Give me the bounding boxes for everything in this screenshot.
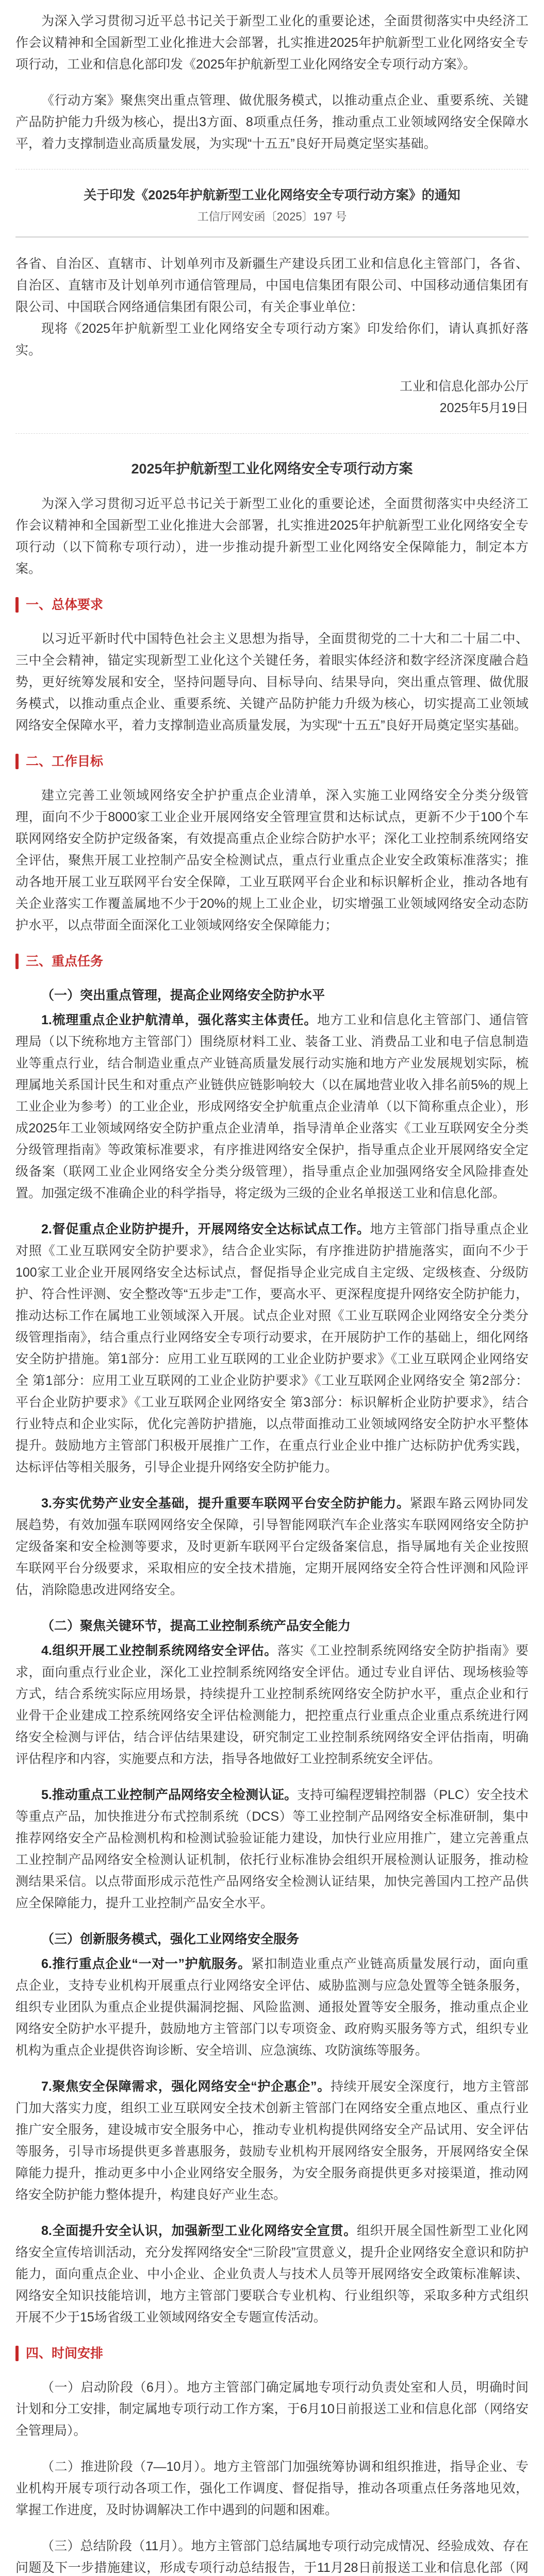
task-head: 5.推动重点工业控制产品网络安全检测认证。 — [41, 1788, 298, 1802]
task-head: 8.全面提升安全认识，加强新型工业化网络安全宣贯。 — [41, 2224, 357, 2238]
notice-title: 关于印发《2025年护航新型工业化网络安全专项行动方案》的通知 — [84, 188, 460, 202]
plan-title: 2025年护航新型工业化网络安全专项行动方案 — [131, 461, 413, 477]
section-title: 二、工作目标 — [26, 754, 104, 769]
task-head: 1.梳理重点企业护航清单，强化落实主体责任。 — [41, 1013, 317, 1027]
task-body: 紧跟车路云网协同发展趋势，有效加强车联网网络安全保障，引导智能网联汽车企业落实车联网网络安全防护定级备案和安全检测等要求，及时更新车联网平台定级备案信息，指导属地有关企业按照车联网平台分级要求，采取相应的安全技术措施，定期开展网络安全符合性评测和风险评估，消除隐患改进网络安全。 — [15, 1496, 529, 1597]
divider — [15, 169, 529, 170]
time-paragraph: （二）推进阶段（7—10月）。地方主管部门加强统筹协调和组织推进，指导企业、专业机构开展专项行动各项工作，强化工作调度、督促指导，推动各项重点任务落地见效，掌握工作进度，及时协调解决工作中遇到的问题和困难。 — [15, 2460, 529, 2517]
task-body: 落实《工业控制系统网络安全防护指南》要求，面向重点行业企业，深化工业控制系统网络安全评估。通过专业自评估、现场核验等方式，结合系统实际应用场景，持续提升工业控制系统网络安全防护水平，重点企业和行业骨干企业建成工控系统网络安全评估检测能力，把控重点行业重点企业重点系统进行网络安全检测与评估，结合评估结果建设，研究制定工业控制系统网络安全评估指南，明确评估程序和内容，实施要点和方法，指导各地做好工业控制系统安全评估。 — [15, 1643, 529, 1766]
task-head: 3.夯实优势产业安全基础，提升重要车联网平台安全防护能力。 — [41, 1496, 410, 1511]
task-paragraph — [15, 1953, 529, 2061]
task-paragraph — [15, 1640, 529, 1770]
notice-addressee: 各省、自治区、直辖市、计划单列市及新疆生产建设兵团工业和信息化主管部门，各省、自治区、直辖市及计划单列市通信管理局，中国电信集团有限公司、中国移动通信集团有限公司、中国联合网络通信集团有限公司，有关企事业单位： — [15, 257, 529, 314]
task-body: 持续开展安全深度行，地方主管部门加大落实力度，组织工业互联网安全技术创新主管部门在网络安全重点地区、重点行业推广安全服务，建设城市安全服务中心，推动专业机构提供网络安全产品试用、安全评估等服务，引导市场提供更多普惠服务，鼓励专业机构开展网络安全服务，开展网络安全保障能力提升，推动更多中小企业网络安全服务，为安全服务商提供更多对接渠道，推动网络安全防护能力整体提升，构建良好产业生态。 — [15, 2079, 529, 2202]
notice-number: 工信厅网安函〔2025〕197 号 — [197, 210, 347, 223]
task-head: 6.推行重点企业“一对一”护航服务。 — [41, 1957, 251, 1971]
section-marker-icon — [15, 954, 19, 969]
time-paragraph: （一）启动阶段（6月）。地方主管部门确定属地专项行动负责处室和人员，明确时间计划和分工安排，制定属地专项行动工作方案，于6月10日前报送工业和信息化部（网络安全管理局）。 — [15, 2380, 529, 2438]
divider — [15, 433, 529, 434]
section-title: 三、重点任务 — [26, 954, 104, 969]
notice-issuer: 工业和信息化部办公厅 — [399, 379, 529, 394]
task-body: 组织开展全国性新型工业化网络安全宣传培训活动，充分发挥网络安全“三阶段”宣贯意义，提升企业网络安全意识和防护能力，面向重点企业、中小企业、企业负责人与技术人员等开展网络安全政策标准解读、网络安全知识技能培训，地方主管部门要联合专业机构、行业组织等，采取多种方式组织开展不少于15场省级工业领域网络安全专题宣传活动。 — [15, 2224, 529, 2325]
notice-body: 现将《2025年护航新型工业化网络安全专项行动方案》印发给你们，请认真抓好落实。 — [15, 321, 529, 358]
task-paragraph — [15, 2220, 529, 2328]
plan-intro: 为深入学习贯彻习近平总书记关于新型工业化的重要论述，全面贯彻落实中央经济工作会议精神和全国新型工业化推进大会部署，扎实推进2025年护航新型工业化网络安全专项行动（以下简称专项行动），进一步推动提升新型工业化网络安全保障能力，制定本方案。 — [15, 497, 529, 576]
divider — [15, 236, 529, 238]
task-body: 支持可编程逻辑控制器（PLC）安全技术等重点产品，加快推进分布式控制系统（DCS）等工业控制产品网络安全标准研制，集中推荐网络安全产品检测机构和检测试验验证能力建设，加快行业应用推广，建立完善重点工业控制产品网络安全检测认证机制，依托行业标准协会组织开展检测认证服务，推动检测结果采信。以点带面形成示范性产品网络安全检测认证结果，加快完善国内工控产品供应全保障能力，提升工业控制产品安全水平。 — [15, 1788, 529, 1910]
section-title: 一、总体要求 — [26, 598, 104, 612]
task-paragraph — [15, 1218, 529, 1478]
section-heading — [15, 951, 529, 972]
subsection-title: （一）突出重点管理，提高企业网络安全防护水平 — [41, 988, 325, 1003]
task-head: 7.聚焦安全保障需求，强化网络安全“护企惠企”。 — [41, 2079, 331, 2094]
time-paragraph: （三）总结阶段（11月）。地方主管部门总结属地专项行动完成情况、经验成效、存在问题及下一步措施建议，形成专项行动总结报告，于11月28日前报送工业和信息化部（网 — [15, 2539, 529, 2575]
task-head: 2.督促重点企业防护提升，开展网络安全达标试点工作。 — [41, 1222, 370, 1236]
section-title: 四、时间安排 — [26, 2346, 104, 2361]
section-marker-icon — [15, 2346, 19, 2361]
section-heading — [15, 594, 529, 616]
section-heading — [15, 751, 529, 772]
task-paragraph — [15, 1784, 529, 1914]
intro-paragraph: 为深入学习贯彻习近平总书记关于新型工业化的重要论述，全面贯彻落实中央经济工作会议精神和全国新型工业化推进大会部署，扎实推进2025年护航新型工业化网络安全专项行动，工业和信息化部印发《2025年护航新型工业化网络安全专项行动方案》。 — [15, 14, 529, 72]
intro-paragraph: 《行动方案》聚焦突出重点管理、做优服务模式，以推动重点企业、重要系统、关键产品防护能力升级为核心，提出3方面、8项重点任务，推动重点工业领域网络安全保障水平，着力支撑制造业高质量发展，为实现“十五五”良好开局奠定坚实基础。 — [15, 93, 529, 151]
section-paragraph: 建立完善工业领域网络安全护护重点企业清单，深入实施工业网络安全分类分级管理，面向不少于8000家工业企业开展网络安全管理宣贯和达标试点，更新不少于100个车联网网络安全防护定级备案，有效提高重点企业综合防护水平；深化工业控制系统网络安全评估，聚焦开展工业控制产品安全检测试点，重点行业重点企业安全政策标准落实；推动各地开展工业互联网平台安全保障，工业互联网平台企业和标识解析企业，推动各地有关企业落实工作覆盖属地不少于20%的规上工业企业，切实增强工业领域网络安全动态防护水平，以点带面全面深化工业领域网络安全保障能力； — [15, 788, 529, 933]
task-body: 紧扣制造业重点产业链高质量发展行动，面向重点企业，支持专业机构开展重点行业网络安全评估、威胁监测与应急处置等全链条服务，组织专业团队为重点企业提供漏洞挖掘、风险监测、通报处置等安全服务，推动重点企业网络安全防护水平提升，鼓励地方主管部门以专项资金、政府购买服务等方式，组织专业机构为重点企业提供咨询诊断、安全培训、应急演练、攻防演练等服务。 — [15, 1957, 529, 2058]
section-marker-icon — [15, 754, 19, 769]
task-head: 4.组织开展工业控制系统网络安全评估。 — [41, 1643, 277, 1658]
section-heading — [15, 2343, 529, 2364]
task-paragraph — [15, 1009, 529, 1204]
notice-header — [15, 184, 529, 227]
task-paragraph — [15, 1493, 529, 1601]
notice-date: 2025年5月19日 — [439, 401, 529, 415]
section-marker-icon — [15, 597, 19, 613]
subsection-title: （二）聚焦关键环节，提高工业控制系统产品安全能力 — [41, 1619, 351, 1633]
subsection-title: （三）创新服务模式，强化工业网络安全服务 — [41, 1932, 300, 1946]
task-paragraph — [15, 2076, 529, 2206]
section-paragraph: 以习近平新时代中国特色社会主义思想为指导，全面贯彻党的二十大和二十届二中、三中全会精神，锚定实现新型工业化这个关键任务，着眼实体经济和数字经济深度融合趋势，更好统筹发展和安全，坚持问题导向、目标导向、结果导向，突出重点管理、做优服务模式，以推动重点企业、重要系统、关键产品防护能力升级为核心，切实提高工业领域网络安全保障水平，着力支撑制造业高质量发展，为实现“十五五”良好开局奠定坚实基础。 — [15, 632, 529, 733]
task-body: 地方主管部门指导重点企业对照《工业互联网安全防护要求》，结合企业实际，有序推进防护措施落实，面向不少于100家工业企业开展网络安全达标试点，督促指导企业完成自主定级、定级核查、分级防护、符合性评测、安全整改等“五步走”工作，要高水平、更深程度提升网络安全防护能力，推动达标工作在属地工业领域深入开展。试点企业对照《工业互联网企业网络安全分类分级管理指南》，结合重点行业网络安全专项行动要求，在开展防护工作的基础上，细化网络安全防护措施。第1部分：应用工业互联网的工业企业防护要求》《工业互联网企业网络安全 第1部分：应用工业互联网的工业企业防护要求》《工业互联网企业网络安全 第2部分：平台企业防护要求》《工业互联网企业网络安全 第3部分：标识解析企业防护要求》，结合行业特点和企业实际，优化完善防护措施，以点带面推动工业领域网络安全防护水平整体提升。鼓励地方主管部门积极开展推广工作，在重点行业企业中推广达标防护优秀实践，达标评估等相关服务，引导企业提升网络安全防护能力。 — [15, 1222, 529, 1475]
task-body: 地方工业和信息化主管部门、通信管理局（以下统称地方主管部门）围绕原材料工业、装备工业、消费品工业和电子信息制造业等重点行业，结合制造业重点产业链高质量发展行动实施和地方产业发展规划实际，梳理属地关系国计民生和对重点产业链供应链影响较大（以在属地营业收入排名前5%的规上工业企业为参考）的工业企业，形成网络安全护航重点企业清单（以下简称重点企业），形成2025年工业领域网络安全防护重点企业清单，指导清单企业落实《工业互联网安全分类分级管理指南》等政策标准要求，有序推进网络安全保护，指导重点企业开展网络安全定级备案（联网工业企业网络安全分类分级管理），指导重点企业加强网络安全风险排查处置。加强定级不准确企业的科学指导，将定级为三级的企业名单报送工业和信息化部。 — [15, 1013, 529, 1200]
